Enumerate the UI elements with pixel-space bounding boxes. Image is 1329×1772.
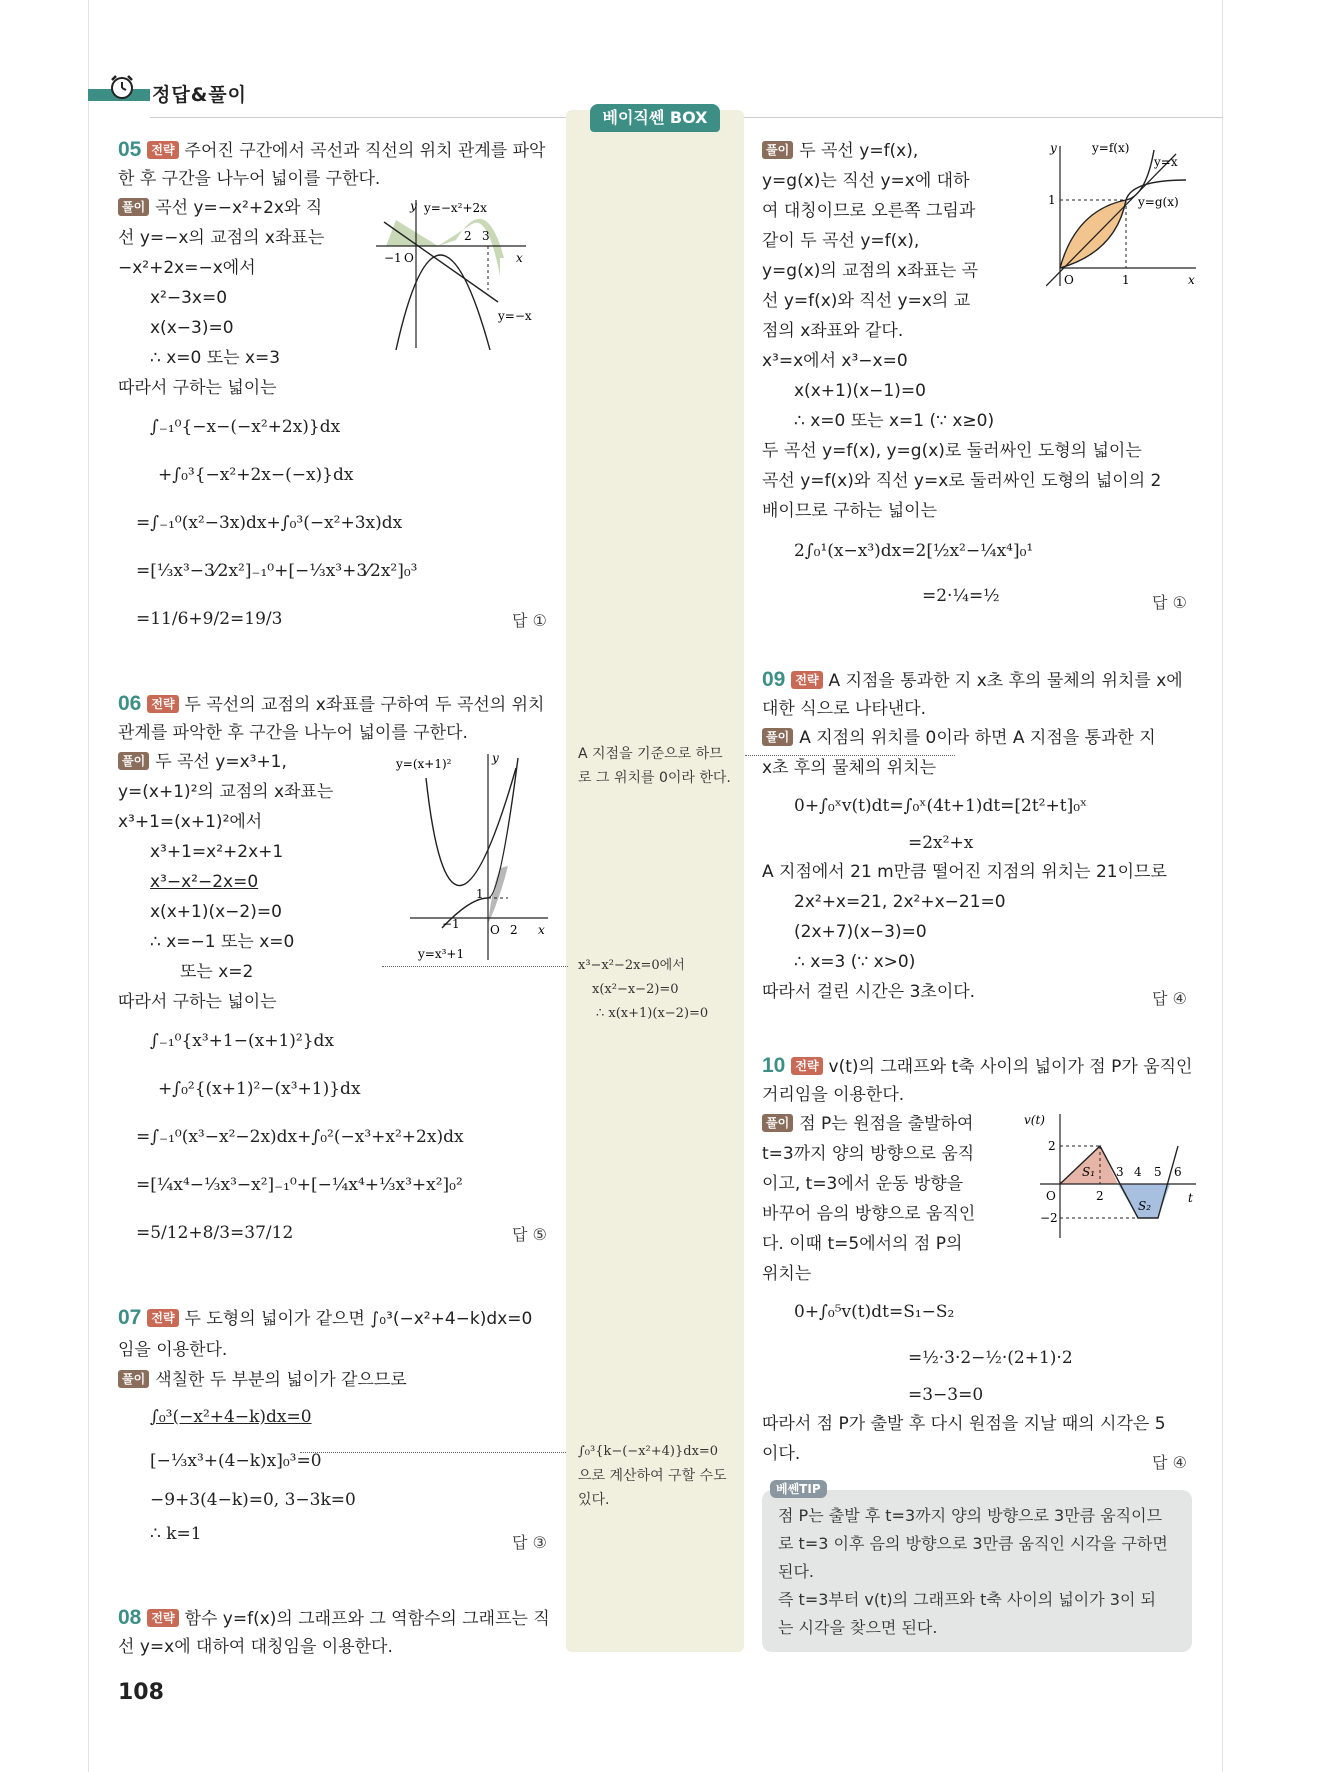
problem-08-strategy <box>118 1604 558 1661</box>
answer-label: 답 ④ <box>1152 1453 1187 1472</box>
solution-line: 따라서 점 P가 출발 후 다시 원점을 지날 때의 시각은 5 <box>762 1414 1166 1434</box>
svg-text:2: 2 <box>1096 1189 1104 1203</box>
strategy-text: 함수 y=f(x)의 그래프와 그 역함수의 그래프는 직선 y=x에 대하여 대칭임을 이용한다. <box>118 1609 550 1657</box>
svg-text:y=x: y=x <box>1154 155 1178 169</box>
solution-line: t=3까지 양의 방향으로 움직 <box>762 1144 975 1164</box>
graph-05 <box>376 200 552 350</box>
graph-10 <box>1020 1110 1200 1242</box>
solution-line: 여 대칭이므로 오른쪽 그림과 <box>762 201 976 221</box>
strategy-text: 임을 이용한다. <box>118 1340 228 1360</box>
basic-box-column <box>566 110 744 1652</box>
svg-text:3: 3 <box>482 229 490 243</box>
solution-line: 따라서 구하는 넓이는 <box>118 378 277 398</box>
solution-line: ∴ x=0 또는 x=1 (∵ x≥0) <box>794 411 995 431</box>
solution-line: 곡선 y=f(x)와 직선 y=x로 둘러싸인 도형의 넓이의 2 <box>762 471 1162 491</box>
svg-text:O: O <box>404 251 414 265</box>
solution-line: 점의 x좌표와 같다. <box>762 321 904 341</box>
solution-line: 같이 두 곡선 y=f(x), <box>762 231 920 251</box>
solution-line: 선 y=f(x)와 직선 y=x의 교 <box>762 291 971 311</box>
graph-06 <box>396 748 556 964</box>
solution-line: x³=x에서 x³−x=0 <box>762 351 908 371</box>
problem-07 <box>118 1302 558 1551</box>
solution-line: 또는 x=2 <box>180 962 254 982</box>
formula-line: 0+∫₀ˣv(t)dt=∫₀ˣ(4t+1)dt=[2t²+t]₀ˣ <box>794 796 1088 816</box>
solution-line: 두 곡선 y=f(x), y=g(x)로 둘러싸인 도형의 넓이는 <box>762 441 1142 461</box>
problem-number: 06 <box>118 692 142 715</box>
svg-text:y: y <box>1050 141 1057 155</box>
solution-line: x(x+1)(x−1)=0 <box>794 381 926 401</box>
svg-text:x: x <box>516 251 523 265</box>
strategy-text: 주어진 구간에서 곡선과 직선의 위치 관계를 파악한 후 구간을 나누어 넓이를 구한다. <box>118 141 546 189</box>
answer-label: 답 ④ <box>1152 989 1187 1008</box>
problem-number: 10 <box>762 1054 786 1077</box>
strategy-text: A 지점을 통과한 지 x초 후의 물체의 위치를 x에 대한 식으로 나타낸다. <box>762 671 1183 719</box>
svg-text:2: 2 <box>464 229 472 243</box>
problem-number: 05 <box>118 138 142 161</box>
formula-line: 0+∫₀⁵v(t)dt=S₁−S₂ <box>794 1302 955 1322</box>
solution-line: 풀이 A 지점의 위치를 0이라 하면 A 지점을 통과한 지 <box>762 723 1202 753</box>
svg-text:−1: −1 <box>442 917 460 931</box>
formula-line: =∫₋₁⁰(x³−x²−2x)dx+∫₀²(−x³+x²+2x)dx <box>136 1127 464 1147</box>
solution-line: y=g(x)는 직선 y=x에 대하 <box>762 171 970 191</box>
svg-text:x: x <box>538 923 545 937</box>
page-title: 정답&풀이 <box>152 84 247 106</box>
solution-line: x³−x²−2x=0 <box>150 872 259 892</box>
solution-tag: 풀이 <box>118 752 149 770</box>
svg-text:y: y <box>410 200 417 213</box>
strategy-tag: 전략 <box>147 1609 178 1627</box>
solution-line: x²−3x=0 <box>150 288 228 308</box>
leader-line <box>300 1452 566 1453</box>
solution-tag: 풀이 <box>118 198 149 216</box>
alarm-clock-icon <box>107 72 137 102</box>
problem-number: 07 <box>118 1306 142 1329</box>
solution-line: 따라서 구하는 넓이는 <box>118 992 277 1012</box>
svg-text:O: O <box>490 923 500 937</box>
problem-09 <box>762 666 1202 1007</box>
formula-line: =[⅓x³−3⁄2x²]₋₁⁰+[−⅓x³+3⁄2x²]₀³ <box>136 561 418 581</box>
svg-text:y=f(x): y=f(x) <box>1092 141 1130 155</box>
curve-label: y=x³+1 <box>418 947 465 961</box>
problem-number: 09 <box>762 668 786 691</box>
answer-label: 답 ① <box>512 611 547 630</box>
svg-text:5: 5 <box>1154 1165 1162 1179</box>
formula-line: +∫₀³{−x²+2x−(−x)}dx <box>158 465 354 485</box>
solution-tag: 풀이 <box>118 1370 149 1388</box>
svg-text:−2: −2 <box>1040 1211 1058 1225</box>
formula-line: =2·¼=½ <box>922 586 1000 606</box>
answer-label: 답 ⑤ <box>512 1225 547 1244</box>
solution-line: y=g(x)의 교점의 x좌표는 곡 <box>762 261 979 281</box>
svg-text:y=g(x): y=g(x) <box>1138 195 1179 209</box>
svg-text:v(t): v(t) <box>1024 1113 1045 1127</box>
formula-line: =3−3=0 <box>908 1385 984 1405</box>
formula-line: −9+3(4−k)=0, 3−3k=0 <box>150 1490 356 1510</box>
curve-label: y=−x²+2x <box>424 201 487 215</box>
solution-tag: 풀이 <box>762 1114 793 1132</box>
leader-line <box>382 966 568 967</box>
solution-line: (2x+7)(x−3)=0 <box>794 922 927 942</box>
svg-text:6: 6 <box>1174 1165 1182 1179</box>
box-note-3: ∫₀³{k−(−x²+4)}dx=0 으로 계산하여 구할 수도 있다. <box>578 1444 727 1508</box>
formula-line: ∫₋₁⁰{x³+1−(x+1)²}dx <box>150 1031 334 1051</box>
solution-line: 풀이 색칠한 두 부분의 넓이가 같으므로 <box>118 1365 558 1395</box>
svg-text:O: O <box>1064 273 1074 287</box>
strategy-tag: 전략 <box>147 695 178 713</box>
svg-text:1: 1 <box>476 887 484 901</box>
svg-text:1: 1 <box>1048 193 1056 207</box>
answer-label: 답 ③ <box>512 1533 547 1552</box>
box-note-1: A 지점을 기준으로 하므 로 그 위치를 0이라 한다. <box>578 746 731 786</box>
formula-line: +∫₀²{(x+1)²−(x³+1)}dx <box>158 1079 361 1099</box>
formula-line: =2x²+x <box>908 833 974 853</box>
line-label: y=−x <box>498 309 532 323</box>
curve-label: y=(x+1)² <box>396 757 452 771</box>
graph-08 <box>1046 140 1206 290</box>
strategy-text: 두 곡선의 교점의 x좌표를 구하여 두 곡선의 위치 관계를 파악한 후 구간을 나누어 넓이를 구한다. <box>118 695 545 743</box>
svg-text:4: 4 <box>1134 1165 1142 1179</box>
svg-text:S₁: S₁ <box>1082 1165 1096 1179</box>
solution-line: 풀이 두 곡선 y=f(x), <box>762 136 1202 166</box>
formula-line: =½·3·2−½·(2+1)·2 <box>908 1348 1073 1368</box>
solution-tag: 풀이 <box>762 728 793 746</box>
tip-label: 베쎈TIP <box>770 1480 827 1498</box>
svg-text:x: x <box>1188 273 1195 287</box>
problem-number: 08 <box>118 1606 142 1629</box>
strategy-text: v(t)의 그래프와 t축 사이의 넓이가 점 P가 움직인 거리임을 이용한다. <box>762 1057 1193 1105</box>
solution-line: 따라서 걸린 시간은 3초이다. <box>762 982 976 1002</box>
solution-line: y=(x+1)²의 교점의 x좌표는 <box>118 782 334 802</box>
solution-line: ∴ x=−1 또는 x=0 <box>150 932 295 952</box>
solution-line: 배이므로 구하는 넓이는 <box>762 501 938 521</box>
solution-line: 이고, t=3에서 운동 방향을 <box>762 1174 964 1194</box>
svg-text:3: 3 <box>1116 1165 1124 1179</box>
strategy-tag: 전략 <box>791 671 822 689</box>
tip-text: 점 P는 출발 후 t=3까지 양의 방향으로 3만큼 움직이므 로 t=3 이후 음의 방향으로 3만큼 움직인 시각을 구하면 된다. 즉 t=3부터 v(t)의 그래프와 t축 사이의 넓이가 3이 되 는 시각을 찾으면 된다. <box>778 1506 1168 1637</box>
svg-text:O: O <box>1046 1189 1056 1203</box>
svg-text:y: y <box>492 751 499 765</box>
basic-box-label: 베이직쎈 BOX <box>590 104 720 132</box>
answer-label: 답 ① <box>1152 593 1187 612</box>
solution-line: 이다. <box>762 1444 801 1464</box>
solution-line: −x²+2x=−x에서 <box>118 258 256 278</box>
solution-line: ∴ x=3 (∵ x>0) <box>794 952 916 972</box>
box-note-2: x³−x²−2x=0에서 x(x²−x−2)=0 ∴ x(x+1)(x−2)=0 <box>578 958 709 1021</box>
solution-tag: 풀이 <box>762 141 793 159</box>
formula-line: 2∫₀¹(x−x³)dx=2[½x²−¼x⁴]₀¹ <box>794 541 1034 561</box>
strategy-text: 두 도형의 넓이가 같으면 ∫₀³(−x²+4−k)dx=0 <box>184 1309 533 1329</box>
formula-line: ∫₀³(−x²+4−k)dx=0 <box>150 1407 312 1427</box>
formula-line: =[¼x⁴−⅓x³−x²]₋₁⁰+[−¼x⁴+⅓x³+x²]₀² <box>136 1175 463 1195</box>
formula-line: =11/6+9/2=19/3 <box>136 609 283 629</box>
svg-text:2: 2 <box>1048 1139 1056 1153</box>
formula-line: [−⅓x³+(4−k)x]₀³=0 <box>150 1451 322 1471</box>
solution-line: 2x²+x=21, 2x²+x−21=0 <box>794 892 1006 912</box>
strategy-tag: 전략 <box>791 1057 822 1075</box>
solution-line: x초 후의 물체의 위치는 <box>762 758 937 778</box>
strategy-tag: 전략 <box>147 141 178 159</box>
solution-line: x³+1=(x+1)²에서 <box>118 812 263 832</box>
svg-text:S₂: S₂ <box>1138 1199 1152 1213</box>
solution-line: x(x−3)=0 <box>150 318 234 338</box>
solution-line: x(x+1)(x−2)=0 <box>150 902 282 922</box>
solution-line: 풀이 곡선 y=−x²+2x와 직 <box>118 193 552 223</box>
svg-text:2: 2 <box>510 923 518 937</box>
solution-line: A 지점에서 21 m만큼 떨어진 지점의 위치는 21이므로 <box>762 862 1167 882</box>
page-number: 108 <box>118 1680 164 1705</box>
solution-line: ∴ x=0 또는 x=3 <box>150 348 281 368</box>
solution-line: 선 y=−x의 교점의 x좌표는 <box>118 228 325 248</box>
solution-line: 다. 이때 t=5에서의 점 P의 <box>762 1234 963 1254</box>
solution-line: 바꾸어 음의 방향으로 움직인 <box>762 1204 976 1224</box>
solution-line: 위치는 <box>762 1264 812 1284</box>
svg-text:−1: −1 <box>384 251 402 265</box>
formula-line: =5/12+8/3=37/12 <box>136 1223 294 1243</box>
formula-line: =∫₋₁⁰(x²−3x)dx+∫₀³(−x²+3x)dx <box>136 513 403 533</box>
solution-line: 풀이 점 P는 원점을 출발하여 <box>762 1109 1202 1139</box>
formula-line: ∴ k=1 <box>150 1524 202 1544</box>
solution-line: 풀이 두 곡선 y=x³+1, <box>118 747 552 777</box>
svg-text:t: t <box>1188 1191 1193 1205</box>
strategy-tag: 전략 <box>147 1309 178 1327</box>
solution-line: x³+1=x²+2x+1 <box>150 842 284 862</box>
svg-text:1: 1 <box>1122 273 1130 287</box>
formula-line: ∫₋₁⁰{−x−(−x²+2x)}dx <box>150 417 341 437</box>
